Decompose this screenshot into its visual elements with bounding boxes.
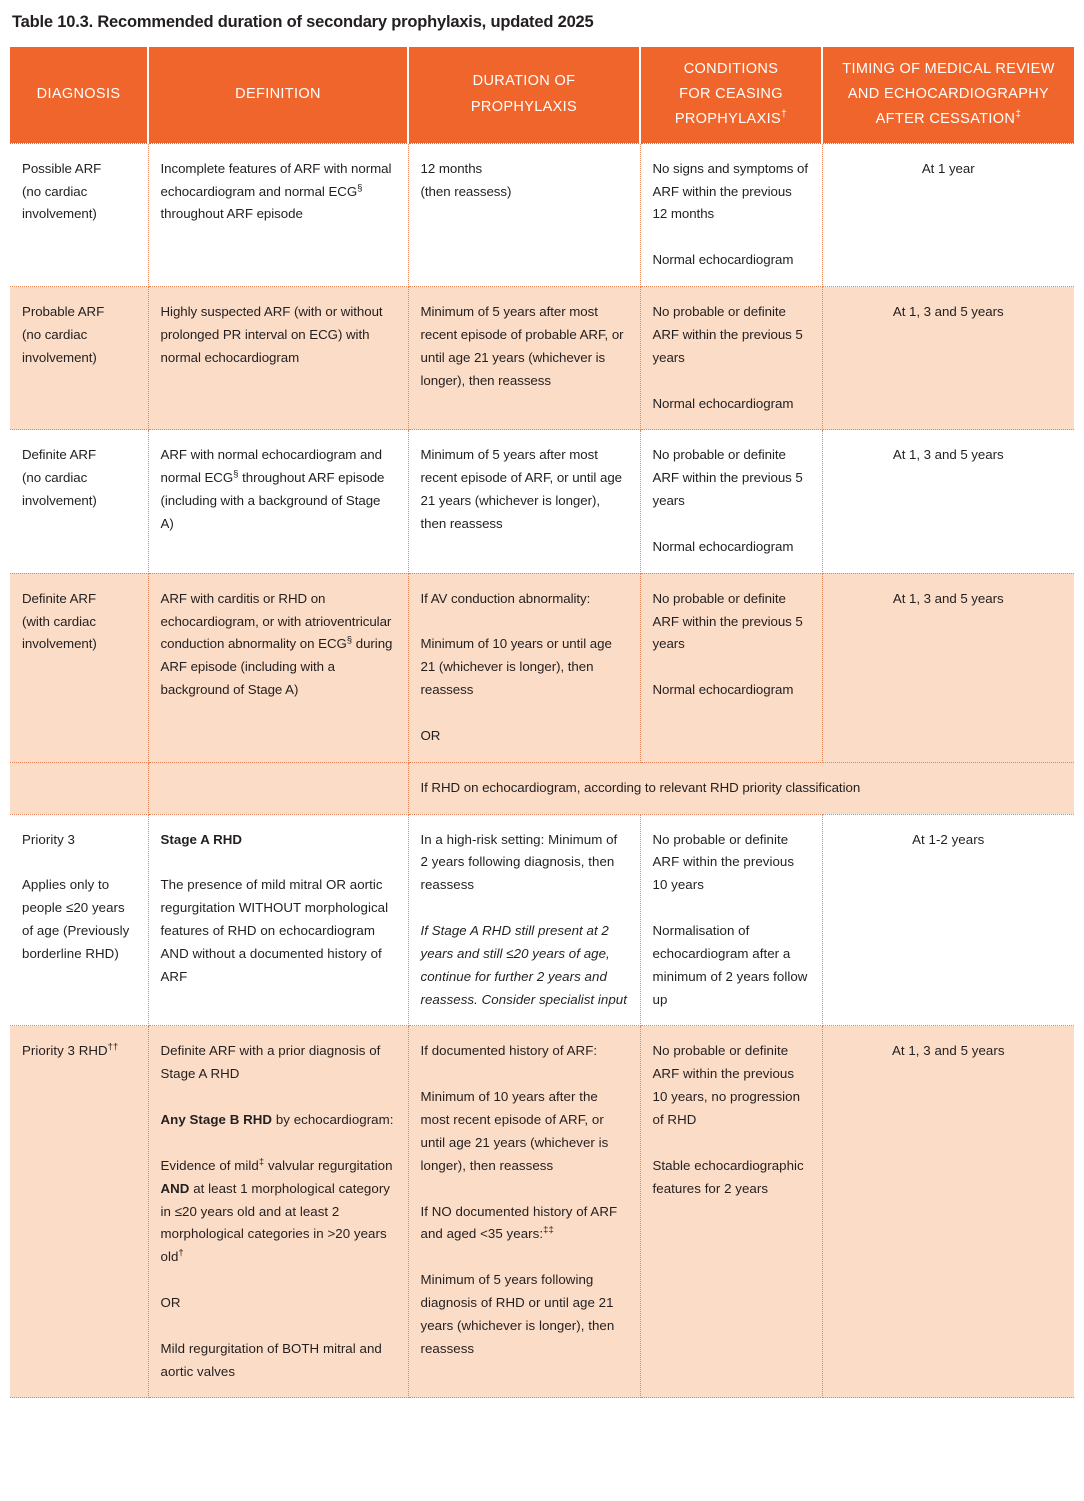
diagnosis-paragraph-1: Priority 3	[22, 831, 75, 847]
definition-text: Incomplete features of ARF with normal echocardiogram and normal ECG§ throughout ARF episode	[160, 160, 392, 222]
header-label-duration-line1: DURATION OF	[472, 73, 576, 90]
cell-definition	[148, 573, 408, 762]
diagnosis-line-2: (no cardiac	[22, 470, 88, 486]
diagnosis-line-3: involvement)	[22, 349, 97, 365]
cell-diagnosis-empty	[10, 762, 148, 814]
conditions-paragraph-2: Normalisation of echocardiogram after a minimum of 2 years follow up	[652, 923, 808, 1007]
cell-diagnosis	[10, 287, 148, 430]
cell-conditions	[640, 573, 822, 762]
diagnosis-line-2: (no cardiac	[22, 183, 88, 199]
duration-line-1: 12 months	[420, 160, 483, 176]
conditions-paragraph-2: Stable echocardiographic features for 2 years	[652, 1157, 804, 1196]
conditions-paragraph-1: No probable or definite ARF within the previous 10 years, no progression of RHD	[652, 1043, 801, 1128]
conditions-paragraph-2: Normal echocardiogram	[652, 252, 794, 268]
footnote-marker-dagger: †	[781, 109, 788, 121]
definition-text: ARF with normal echocardiogram and normal ECG§ throughout ARF episode (including with a background of Stage A)	[160, 447, 385, 531]
diagnosis-line-1: Possible ARF	[22, 160, 102, 176]
cell-timing	[822, 287, 1074, 430]
definition-text: Highly suspected ARF (with or without prolonged PR interval on ECG) with normal echocardiogram	[160, 304, 383, 365]
header-label-conditions-line3: PROPHYLAXIS†	[674, 109, 788, 128]
conditions-paragraph-2: Normal echocardiogram	[652, 682, 794, 698]
duration-paragraph-1: In a high-risk setting: Minimum of 2 years following diagnosis, then reassess	[420, 831, 618, 893]
cell-conditions	[640, 143, 822, 286]
cell-duration	[408, 287, 640, 430]
duration-paragraph-1: If documented history of ARF:	[420, 1043, 598, 1059]
definition-text: ARF with carditis or RHD on echocardiogram, or with atrioventricular conduction abnormality on ECG§ during ARF episode (including with a background of Stage A)	[160, 590, 393, 698]
column-header-definition	[148, 47, 408, 144]
duration-text: Minimum of 5 years after most recent episode of ARF, or until age 21 years (whichever is longer), then reassess	[420, 447, 623, 531]
definition-paragraph-3: Evidence of mild‡ valvular regurgitation AND at least 1 morphological category in ≤20 years old and at least 2 morphological categories in >20 years old†	[160, 1156, 393, 1265]
header-label-duration-line2: PROPHYLAXIS	[470, 98, 578, 115]
footnote-marker-doubledagger: ‡	[258, 1156, 265, 1168]
table-caption: Table 10.3. Recommended duration of secondary prophylaxis, updated 2025	[12, 13, 594, 31]
cell-timing	[822, 1026, 1074, 1398]
diagnosis-text: Priority 3 RHD††	[22, 1042, 119, 1059]
diagnosis-line-3: involvement)	[22, 636, 97, 652]
timing-text: At 1-2 years	[912, 831, 985, 847]
cell-duration	[408, 1026, 640, 1398]
cell-rhd-priority-note	[408, 762, 1074, 814]
diagnosis-line-2: (no cardiac	[22, 326, 88, 342]
table-header	[10, 47, 1074, 144]
conditions-paragraph-1: No probable or definite ARF within the previous 5 years	[652, 590, 803, 652]
timing-text: At 1, 3 and 5 years	[892, 590, 1004, 606]
column-header-timing	[822, 47, 1074, 144]
cell-conditions	[640, 430, 822, 573]
conditions-paragraph-2: Normal echocardiogram	[652, 538, 794, 554]
definition-paragraph-5: Mild regurgitation of BOTH mitral and aortic valves	[160, 1340, 382, 1379]
cell-definition-empty	[148, 762, 408, 814]
header-label-diagnosis: DIAGNOSIS	[36, 86, 121, 102]
cell-duration	[408, 573, 640, 762]
cell-conditions	[640, 814, 822, 1026]
conditions-paragraph-1: No signs and symptoms of ARF within the previous 12 months	[652, 160, 808, 222]
header-label-definition: DEFINITION	[235, 86, 321, 102]
timing-text: At 1, 3 and 5 years	[891, 1043, 1005, 1059]
conditions-paragraph-2: Normal echocardiogram	[652, 395, 794, 411]
header-row	[10, 47, 1074, 144]
cell-timing	[822, 143, 1074, 286]
table-row	[10, 1026, 1074, 1398]
conditions-paragraph-1: No probable or definite ARF within the previous 5 years	[652, 447, 803, 509]
header-label-timing-line1: TIMING OF MEDICAL REVIEW	[842, 60, 1055, 77]
cell-diagnosis	[10, 143, 148, 286]
cell-diagnosis	[10, 1026, 148, 1398]
column-header-conditions	[640, 47, 822, 144]
duration-paragraph-2: If Stage A RHD still present at 2 years and still ≤20 years of age, continue for further 2 years and reassess. Consider specialist input	[420, 923, 627, 1007]
timing-text: At 1, 3 and 5 years	[892, 447, 1004, 463]
diagnosis-line-1: Definite ARF	[22, 447, 97, 463]
cell-definition	[148, 287, 408, 430]
secondary-prophylaxis-table	[10, 47, 1074, 1399]
footnote-marker-section: §	[346, 634, 353, 646]
table-row	[10, 814, 1074, 1026]
cell-conditions	[640, 287, 822, 430]
cell-duration	[408, 430, 640, 573]
header-label-conditions-line1: CONDITIONS	[683, 60, 779, 77]
cell-duration	[408, 814, 640, 1026]
timing-text: At 1 year	[921, 160, 975, 176]
table-body	[10, 143, 1074, 1398]
cell-definition	[148, 143, 408, 286]
footnote-marker-double-dagger-pair: ††	[107, 1042, 119, 1054]
diagnosis-paragraph-2: Applies only to people ≤20 years of age (Previously borderline RHD)	[22, 877, 130, 961]
diagnosis-line-1: Probable ARF	[22, 304, 105, 320]
conditions-paragraph-1: No probable or definite ARF within the previous 10 years	[652, 831, 795, 893]
duration-paragraph-3: OR	[420, 727, 441, 743]
timing-text: At 1, 3 and 5 years	[892, 304, 1004, 320]
definition-paragraph-2: Any Stage B RHD by echocardiogram:	[160, 1112, 394, 1128]
cell-definition	[148, 430, 408, 573]
table-row	[10, 573, 1074, 762]
column-header-diagnosis	[10, 47, 148, 144]
cell-definition	[148, 1026, 408, 1398]
footnote-marker-dagger: †	[178, 1247, 184, 1259]
definition-heading: Stage A RHD	[160, 831, 243, 847]
duration-text: Minimum of 5 years after most recent episode of probable ARF, or until age 21 years (whichever is longer), then reassess	[420, 304, 624, 388]
header-label-conditions-line2: FOR CEASING	[679, 86, 783, 102]
table-row	[10, 430, 1074, 573]
table-row-span-note	[10, 762, 1074, 814]
footnote-marker-section: §	[357, 182, 363, 194]
footnote-marker-section: §	[233, 468, 239, 480]
cell-timing	[822, 814, 1074, 1026]
cell-diagnosis	[10, 430, 148, 573]
header-label-timing-line3: AFTER CESSATION‡	[875, 109, 1022, 128]
footnote-marker-double-doubledagger: ‡‡	[543, 1224, 554, 1236]
cell-diagnosis	[10, 573, 148, 762]
table-row	[10, 287, 1074, 430]
cell-timing	[822, 430, 1074, 573]
definition-text: The presence of mild mitral OR aortic regurgitation WITHOUT morphological features of RHD on echocardiogram AND without a documented history of ARF	[160, 877, 389, 984]
cell-diagnosis	[10, 814, 148, 1026]
table-row	[10, 143, 1074, 286]
diagnosis-line-1: Definite ARF	[22, 590, 97, 606]
footnote-marker-doubledagger: ‡	[1015, 109, 1022, 121]
duration-paragraph-4: Minimum of 5 years following diagnosis of RHD or until age 21 years (whichever is longer), then reassess	[420, 1272, 615, 1356]
cell-definition	[148, 814, 408, 1026]
diagnosis-line-3: involvement)	[22, 493, 97, 509]
cell-conditions	[640, 1026, 822, 1398]
cell-timing	[822, 573, 1074, 762]
conditions-paragraph-1: No probable or definite ARF within the previous 5 years	[652, 304, 803, 365]
rhd-priority-note-text: If RHD on echocardiogram, according to relevant RHD priority classification	[420, 779, 861, 795]
duration-paragraph-1: If AV conduction abnormality:	[420, 590, 591, 606]
column-header-duration	[408, 47, 640, 144]
duration-paragraph-2: Minimum of 10 years after the most recent episode of ARF, or until age 21 years (whichever is longer), then reassess	[420, 1089, 609, 1173]
definition-paragraph-4: OR	[160, 1294, 181, 1310]
duration-paragraph-2: Minimum of 10 years or until age 21 (whichever is longer), then reassess	[420, 636, 612, 698]
cell-duration	[408, 143, 640, 286]
diagnosis-line-2: (with cardiac	[22, 613, 96, 629]
duration-paragraph-3: If NO documented history of ARF and aged <35 years:‡‡	[420, 1203, 618, 1242]
header-label-timing-line2: AND ECHOCARDIOGRAPHY	[847, 86, 1050, 102]
diagnosis-line-3: involvement)	[22, 206, 97, 222]
definition-paragraph-1: Definite ARF with a prior diagnosis of Stage A RHD	[160, 1043, 381, 1082]
duration-line-2: (then reassess)	[420, 183, 512, 199]
